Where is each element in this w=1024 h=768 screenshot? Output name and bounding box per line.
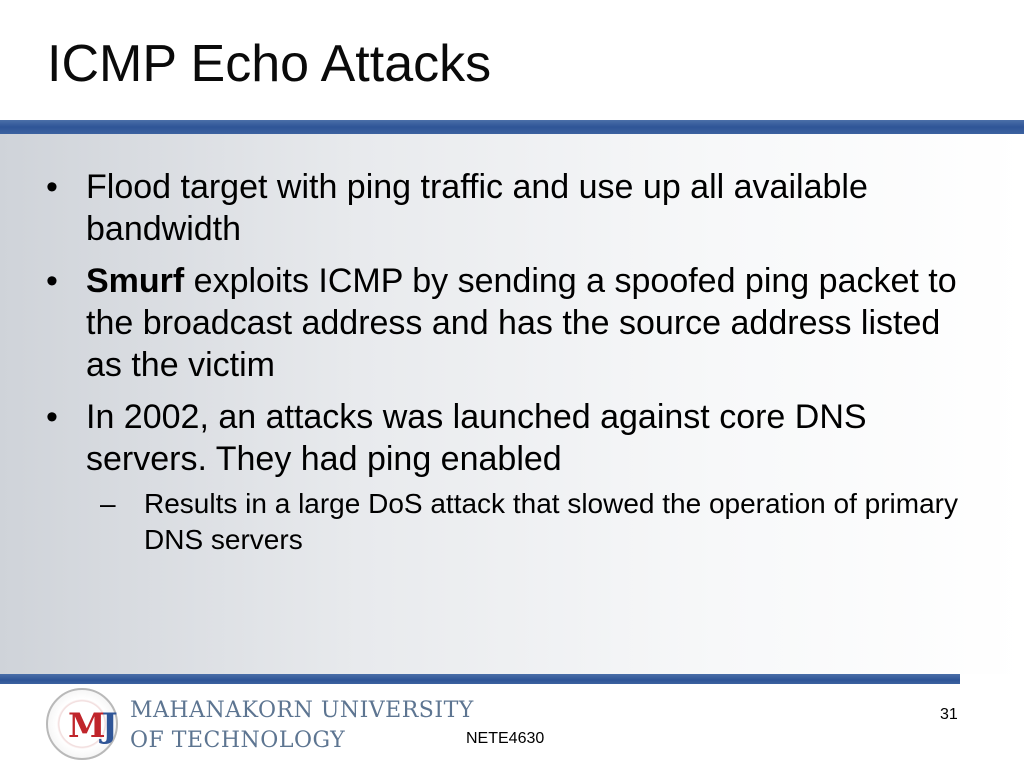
sub-bullet-item bbox=[100, 486, 964, 558]
bullet-marker: • bbox=[46, 168, 58, 206]
bullet-text: Flood target with ping traffic and use up all available bandwidth bbox=[86, 168, 868, 248]
sub-bullet-list bbox=[44, 486, 964, 558]
bullet-text: In 2002, an attacks was launched against core DNS servers. They had ping enabled bbox=[86, 398, 867, 478]
sub-bullet-group bbox=[44, 486, 964, 558]
page-number: 31 bbox=[940, 706, 958, 723]
bullet-item bbox=[44, 396, 964, 480]
title-divider-bar bbox=[0, 120, 1024, 134]
sub-bullet-marker: – bbox=[100, 488, 116, 519]
bullet-text: exploits ICMP by sending a spoofed ping packet to the broadcast address and has the source address listed as the victim bbox=[86, 262, 957, 384]
bullet-list bbox=[44, 166, 964, 558]
university-name-line-2: OF TECHNOLOGY bbox=[130, 728, 346, 753]
bullet-emphasis: Smurf bbox=[86, 262, 185, 300]
sub-bullet-text: Results in a large DoS attack that slowed the operation of primary DNS servers bbox=[144, 488, 958, 555]
university-name bbox=[130, 696, 474, 756]
bullet-marker: • bbox=[46, 262, 58, 300]
bullet-item bbox=[44, 260, 964, 386]
course-code: NETE4630 bbox=[466, 730, 545, 747]
bullet-item bbox=[44, 166, 964, 250]
footer-divider-bar bbox=[0, 674, 960, 684]
bullet-marker: • bbox=[46, 398, 58, 436]
slide-title: ICMP Echo Attacks bbox=[47, 35, 492, 93]
university-monogram: MJ bbox=[68, 706, 114, 746]
university-seal-icon bbox=[46, 688, 118, 760]
university-name-line-1: MAHANAKORN UNIVERSITY bbox=[130, 698, 474, 723]
